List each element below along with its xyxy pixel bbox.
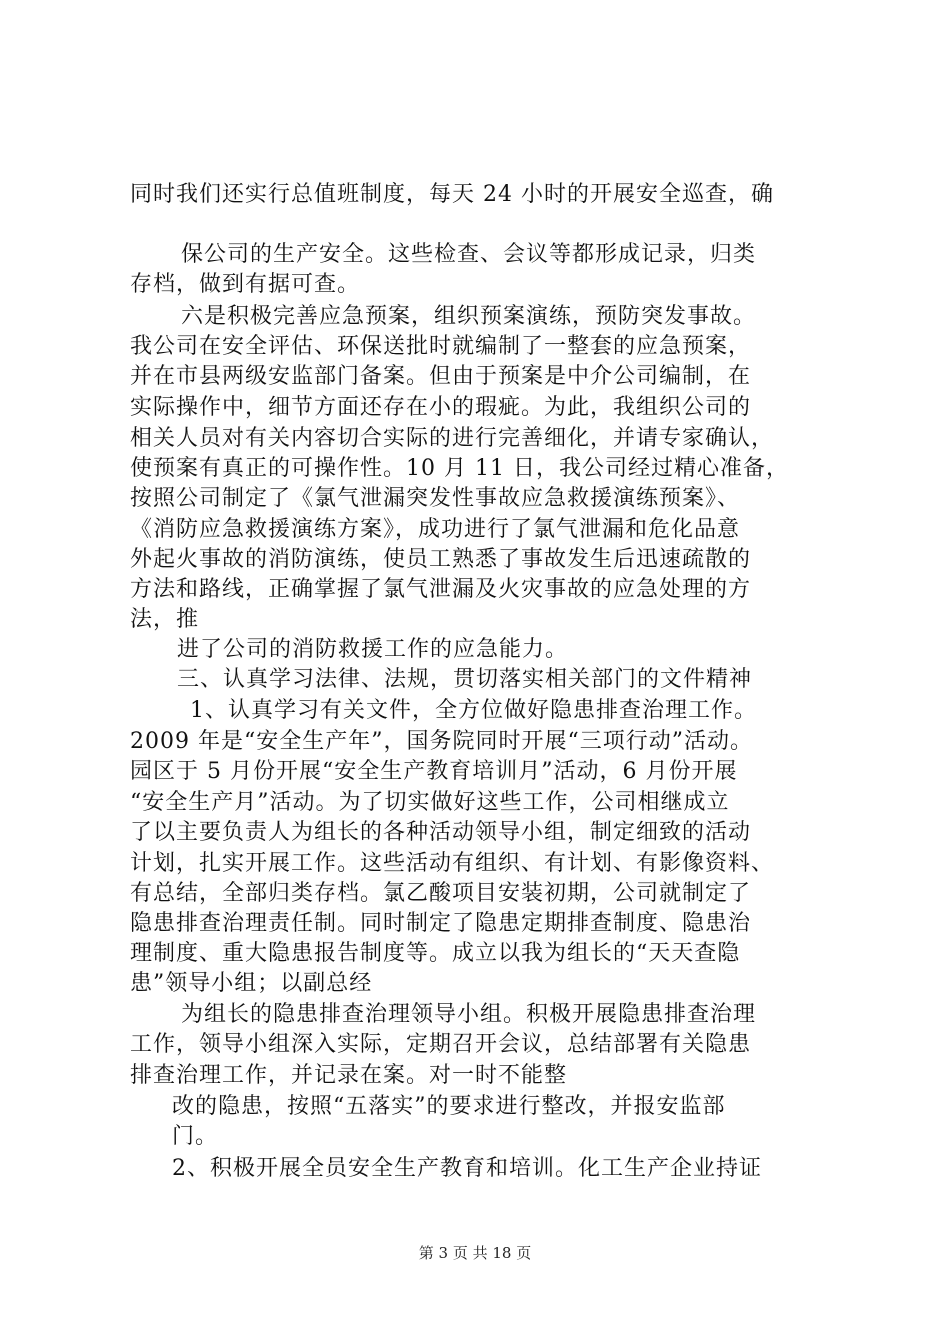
text-line: “安全生产月”活动。为了切实做好这些工作，公司相继成立 [130, 790, 730, 815]
text-line: 门。 [172, 1124, 219, 1149]
text-line: 工作，领导小组深入实际，定期召开会议，总结部署有关隐患 [130, 1032, 752, 1057]
text-line: 相关人员对有关内容切合实际的进行完善细化，并请专家确认， [130, 426, 775, 451]
text-line: 2009 年是“安全生产年”，国务院同时开展“三项行动”活动。 [130, 729, 753, 754]
text-line: 排查治理工作，并记录在案。对一时不能整 [130, 1063, 568, 1088]
text-line: 同时我们还实行总值班制度，每天 24 小时的开展安全巡查，确 [130, 182, 774, 207]
text-line: 按照公司制定了《氯气泄漏突发性事故应急救援演练预案》、 [130, 486, 741, 511]
text-line: 为组长的隐患排查治理领导小组。积极开展隐患排查治理 [181, 1002, 757, 1027]
subsection-heading: 2、积极开展全员安全生产教育和培训。化工生产企业持证 [172, 1156, 762, 1181]
page-number: 第 3 页 共 18 页 [418, 1244, 532, 1262]
text-line: 患”领导小组；以副总经 [130, 971, 373, 996]
text-line: 使预案有真正的可操作性。10 月 11 日，我公司经过精心准备， [130, 456, 789, 481]
text-line: 并在市县两级安监部门备案。但由于预案是中介公司编制，在 [130, 364, 752, 389]
text-line: 实际操作中，细节方面还存在小的瑕疵。为此，我组织公司的 [130, 395, 752, 420]
text-line: 方法和路线，正确掌握了氯气泄漏及火灾事故的应急处理的方 [130, 577, 752, 602]
text-line: 我公司在安全评估、环保送批时就编制了一整套的应急预案， [130, 334, 752, 359]
subsection-heading: 1、认真学习有关文件，全方位做好隐患排查治理工作。 [190, 698, 757, 723]
text-line: 《消防应急救援演练方案》，成功进行了氯气泄漏和危化品意 [130, 517, 741, 542]
text-line: 了以主要负责人为组长的各种活动领导小组，制定细致的活动 [130, 820, 752, 845]
text-line: 隐患排查治理责任制。同时制定了隐患定期排查制度、隐患治 [130, 911, 752, 936]
text-line: 法，推 [130, 607, 200, 632]
text-line: 理制度、重大隐患报告制度等。成立以我为组长的“天天查隐 [130, 941, 741, 966]
text-line: 园区于 5 月份开展“安全生产教育培训月”活动，6 月份开展 [130, 759, 738, 784]
text-line: 外起火事故的消防演练，使员工熟悉了事故发生后迅速疏散的 [130, 547, 752, 572]
text-line: 进了公司的消防救援工作的应急能力。 [177, 637, 569, 662]
text-line: 六是积极完善应急预案，组织预案演练，预防突发事故。 [181, 304, 757, 329]
text-line: 保公司的生产安全。这些检查、会议等都形成记录，归类 [181, 242, 757, 267]
text-line: 改的隐患，按照“五落实”的要求进行整改，并报安监部 [172, 1094, 726, 1119]
text-line: 存档，做到有据可查。 [130, 272, 361, 297]
section-heading: 三、认真学习法律、法规，贯切落实相关部门的文件精神 [177, 667, 753, 692]
text-line: 计划，扎实开展工作。这些活动有组织、有计划、有影像资料、 [130, 851, 775, 876]
text-line: 有总结，全部归类存档。氯乙酸项目安装初期，公司就制定了 [130, 881, 752, 906]
